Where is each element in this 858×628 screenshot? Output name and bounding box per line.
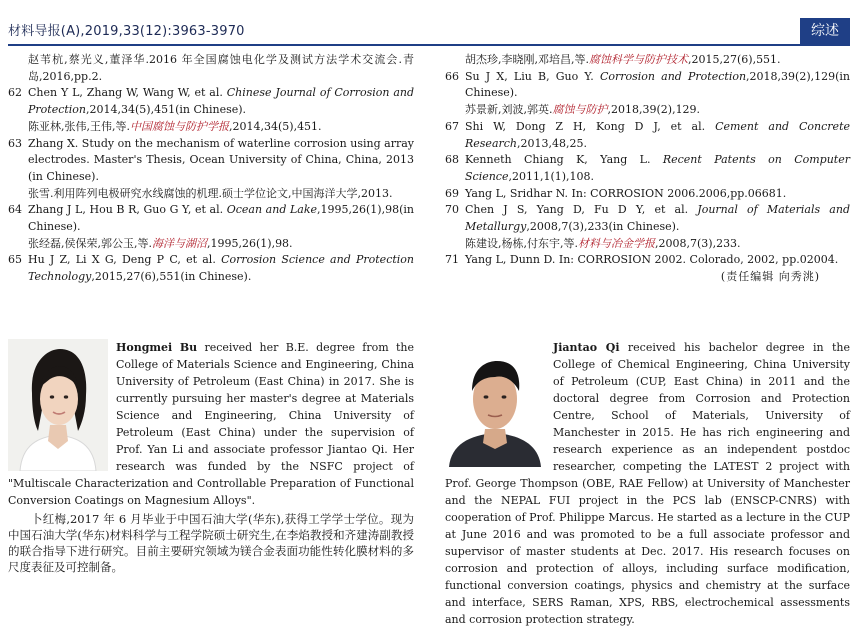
reference-item: 赵苇杭,蔡光义,董泽华.2016 年全国腐蚀电化学及测试方法学术交流会.青岛,2016,pp.2. [28, 53, 414, 83]
reference-item: 66 Su J X, Liu B, Guo Y. Corrosion and Protection,2018,39(2),129(in Chinese). [445, 69, 850, 100]
author-photo [8, 339, 108, 471]
reference-item: 张雪.利用阵列电极研究水线腐蚀的机理.硕士学位论文,中国海洋大学,2013. [28, 186, 393, 200]
page-header [0, 0, 858, 40]
reference-item: 63 Zhang X. Study on the mechanism of waterline corrosion using array electrodes. Master's Thesis, Ocean University of China, China, 2013 (in Chinese). [8, 136, 414, 183]
author-bio-jiantao-qi [445, 339, 850, 628]
reference-item: 陈建设,杨栋,付东宇,等.材料与冶金学报,2008,7(3),233. [465, 236, 741, 250]
reference-item: 70 Chen J S, Yang D, Fu D Y, et al. Journal of Materials and Metallurgy,2008,7(3),233(in Chinese). [445, 203, 850, 234]
reference-item: 张经磊,侯保荣,郭公玉,等.海洋与湖沼,1995,26(1),98. [28, 236, 293, 250]
reference-item: 陈亚林,张伟,王伟,等.中国腐蚀与防护学报,2014,34(5),451. [28, 119, 322, 133]
section-badge: 综述 [800, 18, 850, 44]
editor-credit: (责任编辑 向秀洮) [720, 270, 820, 284]
reference-item: 胡杰珍,李晓刚,邓培昌,等.腐蚀科学与防护技术,2015,27(6),551. [465, 53, 781, 66]
reference-item: 67 Shi W, Dong Z H, Kong D J, et al. Cement and Concrete Research,2013,48,25. [445, 119, 850, 150]
author-name: Jiantao Qi [553, 341, 620, 354]
reference-item: 69 Yang L, Sridhar N. In: CORROSION 2006.2006,pp.06681. [445, 186, 787, 200]
author-bio-chinese: 卜红梅,2017 年 6 月毕业于中国石油大学(华东),获得工学学士学位。现为中国石油大学(华东)材料科学与工程学院硕士研究生,在李焰教授和齐建涛副教授的联合指导下进行研究。目前主要研究领域为镁合金表面功能性转化膜材料的多尺度表征及可控制备。 [8, 512, 414, 574]
reference-item: 68 Kenneth Chiang K, Yang L. Recent Patents on Computer Science,2011,1(1),108. [445, 153, 850, 183]
references-left-column [8, 52, 414, 286]
author-name: Hongmei Bu [116, 341, 198, 354]
references-right-column [445, 52, 850, 286]
author-bio-text: received her B.E. degree from the College of Materials Science and Engineering, China University of Petroleum (East China) in 2017. She is currently pursuing her master's degree at Materials Science and Engineering, China University of Petroleum (East China) under the supervision of Prof. Yan Li and associate professor Jiantao Qi. Her research was funded by the NSFC project of "Multiscale Characterization and Controllable Preparation of Functional Conversion Coatings on Magnesium Alloys". [8, 341, 414, 507]
reference-item: 62 Chen Y L, Zhang W, Wang W, et al. Chinese Journal of Corrosion and Protection,2014,34(5),451(in Chinese). [8, 86, 415, 117]
journal-reference: 材料导报(A),2019,33(12):3963-3970 [8, 24, 245, 39]
author-photo [445, 349, 545, 467]
author-bio-text: received his bachelor degree in the College of Chemical Engineering, China University of Petroleum (CUP, East China) in 2011 and the doctoral degree from Corrosion and Protection Centre, School of Materials, University of Manchester in 2015. He has rich engineering and research experience as an independent postdoc researcher, competing the LATEST 2 project with Prof. George Thompson (OBE, RAE Fellow) at University of Manchester and the NEPAL FUI project in the PCS lab (ENSCP-CNRS) with cooperation of Prof. Philippe Marcus. He started as a lecture in the CUP at June 2016 and was promoted to be a full associate professor and supervisor of master students at Dec. 2017. His research focuses on corrosion and protection of alloys, including surface modification, functional conversion coatings, physics and chemistry at the surface and interface, SERS Raman, XPS, RBS, electrochemical assessments and corrosion protection strategy. [445, 341, 850, 626]
author-portrait-icon [8, 339, 108, 471]
author-portrait-icon [445, 349, 545, 467]
reference-item: 65 Hu J Z, Li X G, Deng P C, et al. Corrosion Science and Protection Technology,2015,27(6),551(in Chinese). [8, 253, 414, 284]
reference-item: 苏景新,刘波,郭英.腐蚀与防护,2018,39(2),129. [465, 103, 701, 117]
reference-item: 64 Zhang J L, Hou B R, Guo G Y, et al. Ocean and Lake,1995,26(1),98(in Chinese). [8, 203, 414, 234]
reference-item: 71 Yang L, Dunn D. In: CORROSION 2002. Colorado, 2002, pp.02004. [445, 253, 839, 267]
author-bio-hongmei-bu [8, 339, 414, 575]
header-rule [8, 44, 850, 46]
